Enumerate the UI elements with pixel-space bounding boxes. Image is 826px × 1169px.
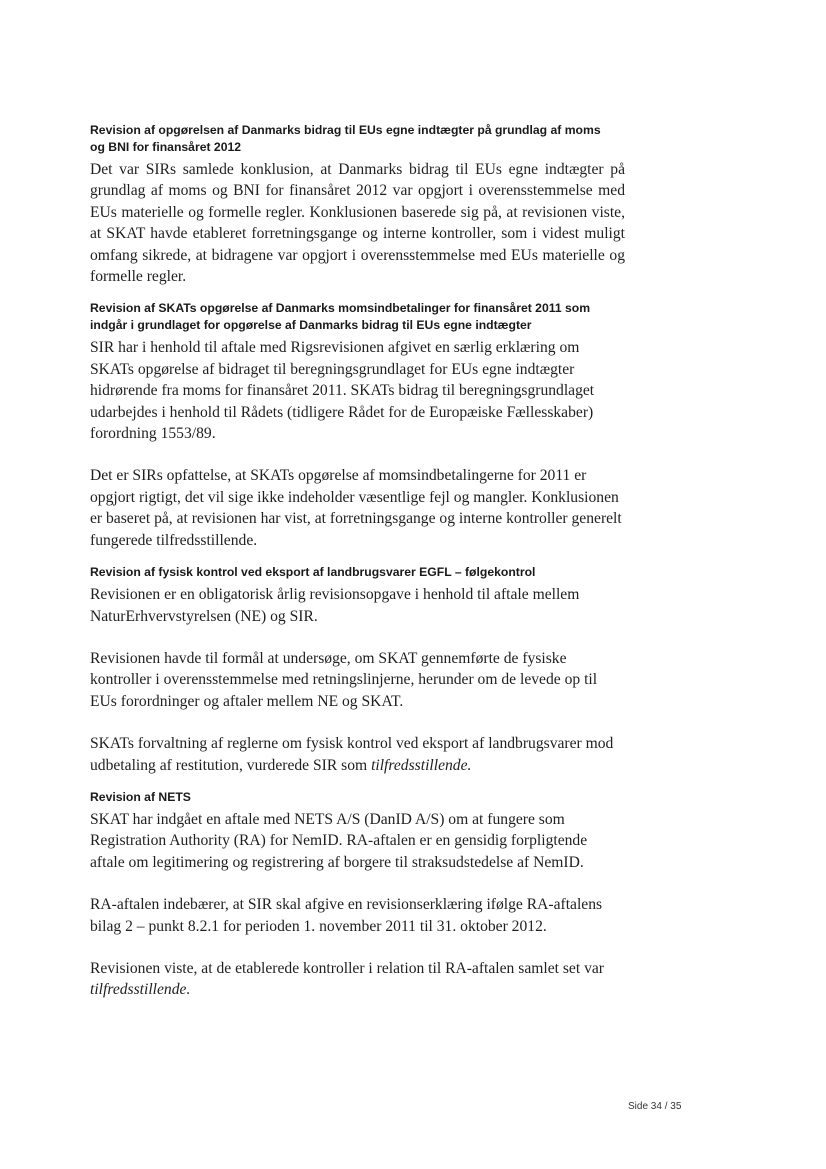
- paragraph-text: Revisionen viste, at de etablerede kontroller i relation til RA-aftalen samlet set var: [90, 959, 604, 977]
- paragraph-text: SKATs forvaltning af reglerne om fysisk kontrol ved eksport af landbrugsvarer mod udbetaling af restitution, vurderede SIR som: [90, 735, 614, 774]
- section-paragraph: SIR har i henhold til aftale med Rigsrevisionen afgivet en særlig erklæring om SKATs opgørelse af bidraget til beregningsgrundlaget for EUs egne indtægter hidrørende fra moms for finansåret 2011. SKATs bidrag til beregningsgrundlaget udarbejdes i henhold til Rådets (tidligere Rådet for de Europæiske Fællesskaber) forordning 1553/89.: [90, 339, 595, 443]
- section-heading-bidrag: Revision af opgørelsen af Danmarks bidrag til EUs egne indtægter på grundlag af moms og BNI for finansåret 2012: [90, 123, 601, 154]
- page-number: Side 34 / 35: [628, 1101, 682, 1112]
- section-paragraph: RA-aftalen indebærer, at SIR skal afgive en revisionserklæring ifølge RA-aftalens bilag 2 – punkt 8.2.1 for perioden 1. november 2011 til 31. oktober 2012.: [90, 896, 603, 935]
- section-heading-fysisk-kontrol: Revision af fysisk kontrol ved eksport af landbrugsvarer EGFL – følgekontrol: [90, 565, 536, 580]
- section-paragraph: Revisionen havde til formål at undersøge, om SKAT gennemførte de fysiske kontroller i overensstemmelse med retningslinjerne, herunder om de levede op til EUs forordninger og aftaler mellem NE og SKAT.: [90, 649, 598, 710]
- section-paragraph: [90, 958, 625, 1001]
- italic-assessment: tilfredsstillende.: [90, 981, 191, 999]
- italic-assessment: tilfredsstillende.: [371, 756, 472, 774]
- section-heading-nets: Revision af NETS: [90, 789, 191, 804]
- section-paragraph: [90, 733, 625, 776]
- section-paragraph: Det er SIRs opfattelse, at SKATs opgørelse af momsindbetalingerne for 2011 er opgjort rigtigt, det vil sige ikke indeholder væsentlige fejl og mangler. Konklusionen er baseret på, at revisionen har vist, at forretningsgange og interne kontroller generelt fungerede tilfredsstillende.: [90, 467, 622, 549]
- section-paragraph: Det var SIRs samlede konklusion, at Danmarks bidrag til EUs egne indtægter på grundlag af moms og BNI for finansåret 2012 var opgjort i overensstemmelse med EUs materielle og formelle regler. Konklusionen baserede sig på, at revisionen viste, at SKAT havde etableret forretningsgange og interne kontroller, som i videst muligt omfang sikrede, at bidragene var opgjort i overensstemmelse med EUs materielle og formelle regler.: [90, 161, 625, 286]
- page-content: [90, 122, 625, 1001]
- section-paragraph: SKAT har indgået en aftale med NETS A/S (DanID A/S) om at fungere som Registration Authority (RA) for NemID. RA-aftalen er en gensidig forpligtende aftale om legitimering og registrering af borgere til straksudstedelse af NemID.: [90, 810, 588, 871]
- section-paragraph: Revisionen er en obligatorisk årlig revisionsopgave i henhold til aftale mellem NaturErhvervstyrelsen (NE) og SIR.: [90, 586, 580, 625]
- section-heading-momsindbetalinger: Revision af SKATs opgørelse af Danmarks momsindbetalinger for finansåret 2011 som indgår i grundlaget for opgørelse af Danmarks bidrag til EUs egne indtægter: [90, 301, 591, 333]
